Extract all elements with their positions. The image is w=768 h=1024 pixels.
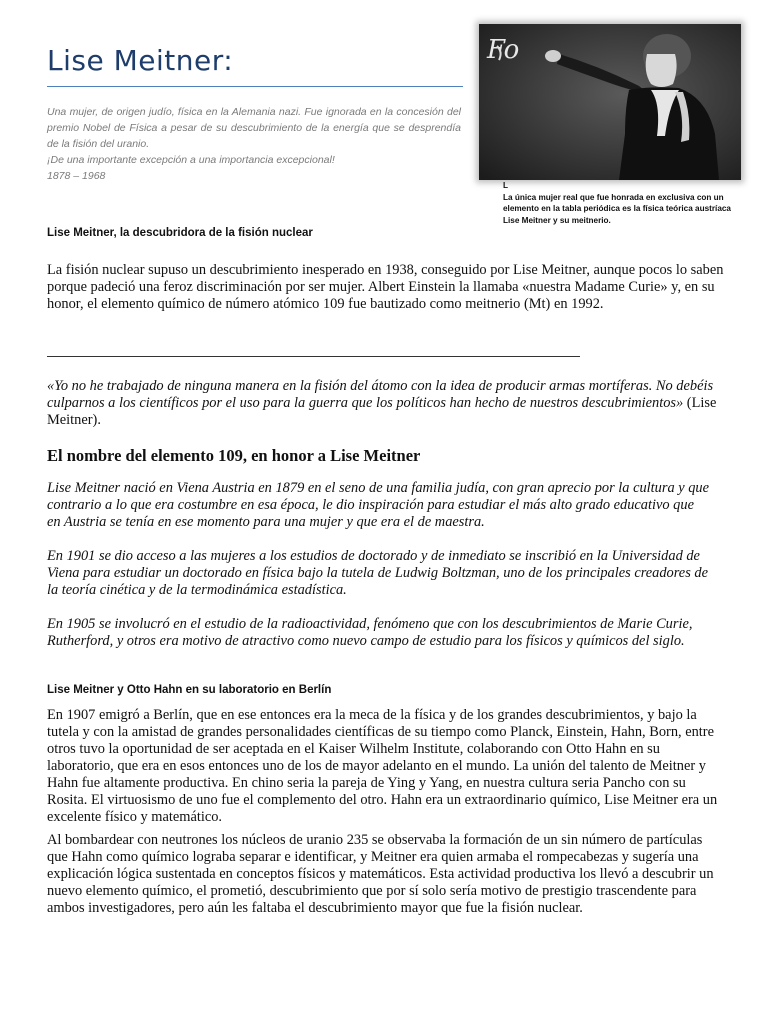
quote-text: «Yo no he trabajado de ninguna manera en la fisión del átomo con la idea de producir armas mortíferas. No debéis culparnos a los científicos por el uso para la guerra que los políticos han hecho de nuestros descubrimientos»: [47, 378, 714, 411]
caption-text: La única mujer real que fue honrada en exclusiva con un elemento en la tabla periódica es la física teórica austríaca Lise Meitner y su meitnerio.: [503, 192, 731, 225]
intro-summary: Una mujer, de origen judío, física en la Alemania nazi. Fue ignorada en la concesión del premio Nobel de Física a pesar de su descubrimiento de la energía que se desprendía de la fisión del uranio.: [47, 106, 461, 150]
intro-block: [47, 104, 461, 184]
page-title: Lise Meitner:: [47, 44, 234, 77]
intro-tagline: ¡De una importante excepción a una importancia excepcional!: [47, 154, 335, 166]
caption-letter: L: [503, 181, 509, 190]
photo-caption: [503, 180, 733, 226]
biography-paragraph-3: En 1905 se involucró en el estudio de la radioactividad, fenómeno que con los descubrimientos de Marie Curie, Rutherford, y otros era motivo de atractivo como nuevo campo de estudio para los físicos y químicos del siglo.: [47, 616, 693, 649]
intro-dates: 1878 – 1968: [47, 170, 106, 182]
quote-block: [47, 378, 727, 429]
photo-of-woman-at-blackboard-icon: [479, 24, 741, 180]
section-heading-element-109: El nombre del elemento 109, en honor a Lise Meitner: [47, 446, 421, 465]
horizontal-divider: [47, 356, 580, 357]
biography-paragraph-1: Lise Meitner nació en Viena Austria en 1879 en el seno de una familia judía, con gran aprecio por la cultura y que contrario a lo que era costumbre en esa época, le dio inspiración para estudiar el más alto grado educativo que en Austria se tenía en ese momento para una mujer y que era el de maestra.: [47, 480, 710, 530]
berlin-paragraph: En 1907 emigró a Berlín, que en ese entonces era la meca de la física y de los grandes descubrimientos, y bajo la tutela y con la amistad de grandes personalidades científicas de su tiempo como Planck, Einstein, Hahn, Born, entre otros tuvo la oportunidad de ser aceptada en el Kaiser Wilhelm Institute, colaborando con Otto Hahn en su laboratorio, que era en esos entonces uno de los de mayor adelanto en el mundo. La unión del talento de Meitner y Hahn fue altamente productiva. En chino seria la pareja de Ying y Yang, en nuestra cultura seria Pancho con su Rosita. El virtuosismo de uno fue el complemento del otro. Hahn era un extraordinario químico, Lise Meitner era un excelente físico y matemático.: [47, 707, 718, 825]
quote-attribution: (Lise Meitner).: [47, 395, 717, 428]
biography-paragraph-2: En 1901 se dio acceso a las mujeres a los estudios de doctorado y de inmediato se inscribió en la Universidad de Viena para estudiar un doctorado en física bajo la tutela de Ludwig Boltzman, uno de los principales creadores de la teoría cinética y de la termodinámica estadística.: [47, 548, 708, 598]
title-underline: [47, 86, 463, 87]
board-chalk-text: Fo: [487, 35, 520, 65]
section-heading-berlin-lab: Lise Meitner y Otto Hahn en su laboratorio en Berlín: [47, 684, 332, 696]
fission-paragraph: La fisión nuclear supuso un descubrimiento inesperado en 1938, conseguido por Lise Meitner, aunque pocos lo saben porque padeció una feroz discriminación por ser mujer. Albert Einstein la llamaba «nuestra Madame Curie» y, en su honor, el elemento químico de número atómico 109 fue bautizado como meitnerio (Mt) en 1992.: [47, 262, 724, 312]
section-heading-discoverer: Lise Meitner, la descubridora de la fisión nuclear: [47, 227, 313, 239]
portrait-photo: [479, 24, 741, 180]
neutron-paragraph: Al bombardear con neutrones los núcleos de uranio 235 se observaba la formación de un sin número de partículas que Hahn como químico lograba separar e identificar, y Meitner era quien armaba el rompecabezas y sugería una explicación lógica sustentada en conceptos físicos y matemáticos. Esta actividad productiva los llevó a descubrir un nuevo elemento químico, el prometió, descubrimiento que por sí solo sería motivo de prestigio trascendente para ambos investigadores, pero aún les faltaba el descubrimiento mayor que fue la fisión nuclear.: [47, 832, 714, 916]
